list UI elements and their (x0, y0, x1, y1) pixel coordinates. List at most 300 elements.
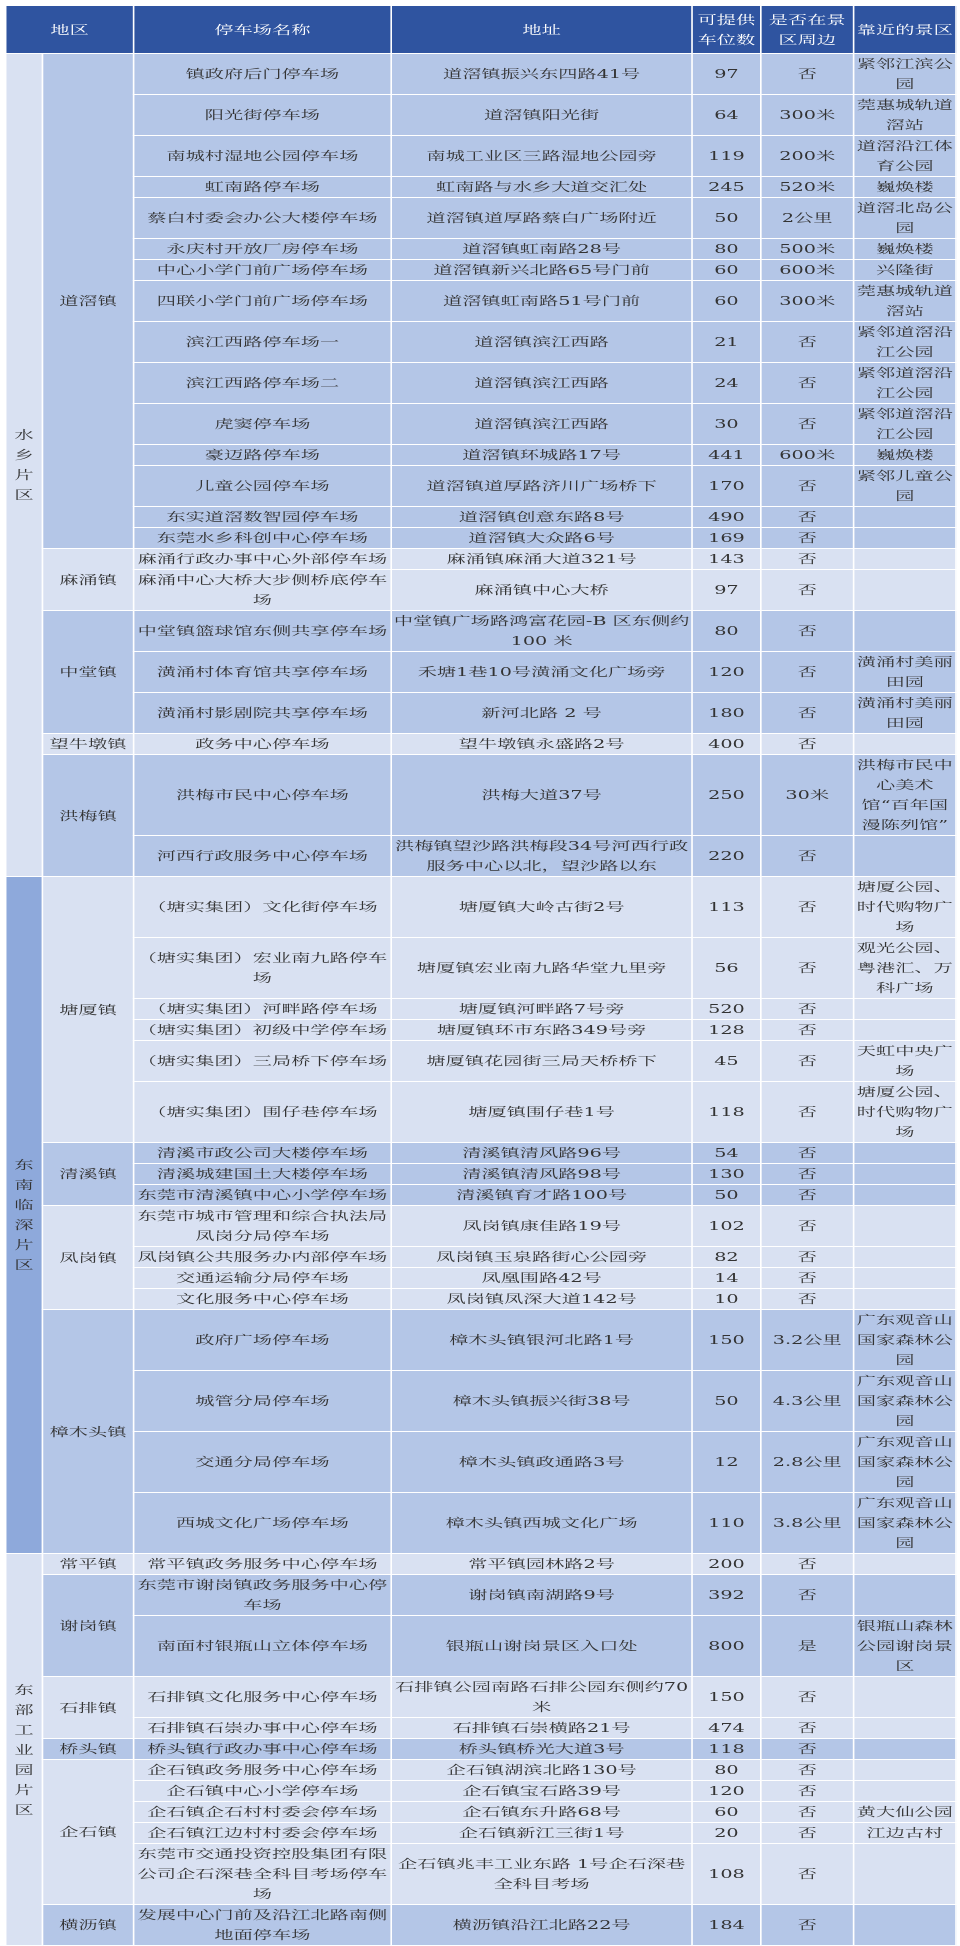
parking-name-cell: 西城文化广场停车场 (134, 1493, 392, 1554)
address-cell: 道滘镇滨江西路 (391, 322, 692, 363)
parking-lot-table (5, 5, 957, 1946)
near-scenic-cell: 否 (761, 652, 854, 693)
parking-name-cell: 东莞市城市管理和综合执法局凤岗分局停车场 (134, 1206, 392, 1247)
spaces-cell: 250 (692, 755, 761, 836)
spaces-cell: 119 (692, 136, 761, 177)
spaces-cell: 24 (692, 363, 761, 404)
header-scenic-spot: 靠近的景区 (854, 6, 956, 54)
spaces-cell: 120 (692, 652, 761, 693)
town-cell: 清溪镇 (42, 1143, 133, 1206)
address-cell: 洪梅大道37号 (391, 755, 692, 836)
address-cell: 清溪镇育才路100号 (391, 1185, 692, 1206)
scenic-spot-cell: 观光公园、粤港汇、万科广场 (854, 938, 956, 999)
scenic-spot-cell: 巍焕楼 (854, 445, 956, 466)
table-row (6, 1760, 956, 1781)
scenic-spot-cell: 巍焕楼 (854, 239, 956, 260)
scenic-spot-cell: 天虹中央广场 (854, 1041, 956, 1082)
town-cell: 中堂镇 (42, 611, 133, 734)
spaces-cell: 392 (692, 1575, 761, 1616)
address-cell: 道滘镇新兴北路65号门前 (391, 260, 692, 281)
address-cell: 凤岗镇玉泉路街心公园旁 (391, 1247, 692, 1268)
spaces-cell: 60 (692, 1802, 761, 1823)
address-cell: 虹南路与水乡大道交汇处 (391, 177, 692, 198)
near-scenic-cell: 否 (761, 1206, 854, 1247)
table-row (6, 549, 956, 570)
parking-name-cell: 豪迈路停车场 (134, 445, 392, 466)
town-cell: 石排镇 (42, 1677, 133, 1739)
scenic-spot-cell (854, 1554, 956, 1575)
near-scenic-cell: 否 (761, 1247, 854, 1268)
spaces-cell: 120 (692, 1781, 761, 1802)
spaces-cell: 113 (692, 877, 761, 938)
address-cell: 谢岗镇南湖路9号 (391, 1575, 692, 1616)
near-scenic-cell: 30米 (761, 755, 854, 836)
near-scenic-cell: 否 (761, 466, 854, 507)
near-scenic-cell: 2公里 (761, 198, 854, 239)
scenic-spot-cell (854, 1575, 956, 1616)
parking-name-cell: 潢涌村影剧院共享停车场 (134, 693, 392, 734)
address-cell: 道滘镇环城路17号 (391, 445, 692, 466)
address-cell: 企石镇东升路68号 (391, 1802, 692, 1823)
near-scenic-cell: 否 (761, 999, 854, 1020)
near-scenic-cell: 否 (761, 1905, 854, 1946)
near-scenic-cell: 否 (761, 507, 854, 528)
parking-name-cell: 中心小学门前广场停车场 (134, 260, 392, 281)
scenic-spot-cell: 紧邻江滨公园 (854, 54, 956, 95)
scenic-spot-cell (854, 1844, 956, 1905)
near-scenic-cell: 3.8公里 (761, 1493, 854, 1554)
scenic-spot-cell (854, 999, 956, 1020)
table-row (6, 404, 956, 445)
table-row (6, 177, 956, 198)
scenic-spot-cell (854, 570, 956, 611)
near-scenic-cell: 否 (761, 1554, 854, 1575)
scenic-spot-cell: 巍焕楼 (854, 177, 956, 198)
table-row (6, 507, 956, 528)
town-cell: 桥头镇 (42, 1739, 133, 1760)
town-cell: 横沥镇 (42, 1905, 133, 1946)
table-row (6, 570, 956, 611)
spaces-cell: 80 (692, 611, 761, 652)
spaces-cell: 102 (692, 1206, 761, 1247)
spaces-cell: 54 (692, 1143, 761, 1164)
scenic-spot-cell (854, 1739, 956, 1760)
near-scenic-cell: 否 (761, 938, 854, 999)
table-row (6, 938, 956, 999)
near-scenic-cell: 否 (761, 322, 854, 363)
parking-name-cell: （塘实集团）三局桥下停车场 (134, 1041, 392, 1082)
table-row (6, 1247, 956, 1268)
scenic-spot-cell: 银瓶山森林公园谢岗景区 (854, 1616, 956, 1677)
address-cell: 新河北路 2 号 (391, 693, 692, 734)
scenic-spot-cell: 紧邻道滘沿江公园 (854, 363, 956, 404)
near-scenic-cell: 否 (761, 877, 854, 938)
spaces-cell: 143 (692, 549, 761, 570)
spaces-cell: 108 (692, 1844, 761, 1905)
table-row (6, 877, 956, 938)
parking-name-cell: 虹南路停车场 (134, 177, 392, 198)
parking-name-cell: 交通分局停车场 (134, 1432, 392, 1493)
spaces-cell: 169 (692, 528, 761, 549)
spaces-cell: 150 (692, 1677, 761, 1718)
table-row (6, 1206, 956, 1247)
address-cell: 横沥镇沿江北路22号 (391, 1905, 692, 1946)
spaces-cell: 60 (692, 281, 761, 322)
address-cell: 塘厦镇宏业南九路华堂九里旁 (391, 938, 692, 999)
parking-name-cell: 麻涌行政办事中心外部停车场 (134, 549, 392, 570)
scenic-spot-cell: 广东观音山国家森林公园 (854, 1310, 956, 1371)
near-scenic-cell: 否 (761, 528, 854, 549)
spaces-cell: 180 (692, 693, 761, 734)
near-scenic-cell: 否 (761, 1268, 854, 1289)
spaces-cell: 50 (692, 198, 761, 239)
table-row (6, 1020, 956, 1041)
table-row (6, 1677, 956, 1718)
parking-name-cell: 滨江西路停车场一 (134, 322, 392, 363)
parking-name-cell: 潢涌村体育馆共享停车场 (134, 652, 392, 693)
scenic-spot-cell (854, 1164, 956, 1185)
address-cell: 樟木头镇西城文化广场 (391, 1493, 692, 1554)
spaces-cell: 520 (692, 999, 761, 1020)
table-row (6, 693, 956, 734)
spaces-cell: 184 (692, 1905, 761, 1946)
address-cell: 道滘镇虹南路28号 (391, 239, 692, 260)
scenic-spot-cell: 塘厦公园、时代购物广场 (854, 1082, 956, 1143)
table-row (6, 1493, 956, 1554)
address-cell: 塘厦镇河畔路7号旁 (391, 999, 692, 1020)
spaces-cell: 128 (692, 1020, 761, 1041)
parking-name-cell: 交通运输分局停车场 (134, 1268, 392, 1289)
table-row (6, 1164, 956, 1185)
scenic-spot-cell (854, 1143, 956, 1164)
spaces-cell: 20 (692, 1823, 761, 1844)
spaces-cell: 118 (692, 1082, 761, 1143)
address-cell: 企石镇新江三街1号 (391, 1823, 692, 1844)
region-cell: 东部工业园片区 (6, 1554, 43, 1946)
table-row (6, 652, 956, 693)
near-scenic-cell: 否 (761, 1781, 854, 1802)
spaces-cell: 150 (692, 1310, 761, 1371)
near-scenic-cell: 否 (761, 1082, 854, 1143)
town-cell: 樟木头镇 (42, 1310, 133, 1554)
parking-name-cell: 桥头镇行政办事中心停车场 (134, 1739, 392, 1760)
scenic-spot-cell: 紧邻儿童公园 (854, 466, 956, 507)
near-scenic-cell: 否 (761, 363, 854, 404)
spaces-cell: 14 (692, 1268, 761, 1289)
spaces-cell: 82 (692, 1247, 761, 1268)
parking-name-cell: 虎窦停车场 (134, 404, 392, 445)
parking-name-cell: 政府广场停车场 (134, 1310, 392, 1371)
spaces-cell: 800 (692, 1616, 761, 1677)
scenic-spot-cell (854, 1677, 956, 1718)
table-row (6, 836, 956, 877)
scenic-spot-cell: 洪梅市民中心美术馆“百年国漫陈列馆” (854, 755, 956, 836)
table-body (6, 54, 956, 1946)
scenic-spot-cell (854, 507, 956, 528)
spaces-cell: 110 (692, 1493, 761, 1554)
parking-name-cell: 镇政府后门停车场 (134, 54, 392, 95)
table-row (6, 528, 956, 549)
parking-name-cell: 永庆村开放厂房停车场 (134, 239, 392, 260)
near-scenic-cell: 600米 (761, 260, 854, 281)
near-scenic-cell: 否 (761, 1802, 854, 1823)
spaces-cell: 97 (692, 54, 761, 95)
address-cell: 银瓶山谢岗景区入口处 (391, 1616, 692, 1677)
spaces-cell: 97 (692, 570, 761, 611)
table-row (6, 363, 956, 404)
near-scenic-cell: 否 (761, 404, 854, 445)
parking-name-cell: 文化服务中心停车场 (134, 1289, 392, 1310)
near-scenic-cell: 否 (761, 1164, 854, 1185)
spaces-cell: 118 (692, 1739, 761, 1760)
table-row (6, 1823, 956, 1844)
spaces-cell: 400 (692, 734, 761, 755)
near-scenic-cell: 否 (761, 734, 854, 755)
scenic-spot-cell (854, 836, 956, 877)
scenic-spot-cell: 广东观音山国家森林公园 (854, 1371, 956, 1432)
table-row (6, 734, 956, 755)
parking-name-cell: （塘实集团）宏业南九路停车场 (134, 938, 392, 999)
table-row (6, 466, 956, 507)
table-row (6, 1310, 956, 1371)
parking-name-cell: 四联小学门前广场停车场 (134, 281, 392, 322)
address-cell: 道滘镇阳光街 (391, 95, 692, 136)
town-cell: 洪梅镇 (42, 755, 133, 877)
parking-name-cell: 凤岗镇公共服务办内部停车场 (134, 1247, 392, 1268)
parking-name-cell: 城管分局停车场 (134, 1371, 392, 1432)
spaces-cell: 64 (692, 95, 761, 136)
address-cell: 石排镇石崇横路21号 (391, 1718, 692, 1739)
near-scenic-cell: 否 (761, 611, 854, 652)
scenic-spot-cell (854, 1247, 956, 1268)
spaces-cell: 12 (692, 1432, 761, 1493)
near-scenic-cell: 否 (761, 54, 854, 95)
scenic-spot-cell: 黄大仙公园 (854, 1802, 956, 1823)
table-row (6, 1905, 956, 1946)
table-row (6, 1718, 956, 1739)
address-cell: 望牛墩镇永盛路2号 (391, 734, 692, 755)
table-row (6, 239, 956, 260)
address-cell: 清溪镇清风路98号 (391, 1164, 692, 1185)
scenic-spot-cell: 莞惠城轨道滘站 (854, 95, 956, 136)
spaces-cell: 50 (692, 1185, 761, 1206)
scenic-spot-cell: 莞惠城轨道滘站 (854, 281, 956, 322)
spaces-cell: 474 (692, 1718, 761, 1739)
table-row (6, 1802, 956, 1823)
scenic-spot-cell (854, 611, 956, 652)
scenic-spot-cell: 紧邻道滘沿江公园 (854, 404, 956, 445)
spaces-cell: 10 (692, 1289, 761, 1310)
town-cell: 常平镇 (42, 1554, 133, 1575)
parking-name-cell: 企石镇政务服务中心停车场 (134, 1760, 392, 1781)
table-row (6, 445, 956, 466)
near-scenic-cell: 否 (761, 1020, 854, 1041)
spaces-cell: 60 (692, 260, 761, 281)
table-row (6, 1185, 956, 1206)
address-cell: 塘厦镇花园街三局天桥桥下 (391, 1041, 692, 1082)
address-cell: 凤凰围路42号 (391, 1268, 692, 1289)
header-address: 地址 (391, 6, 692, 54)
address-cell: 道滘镇振兴东四路41号 (391, 54, 692, 95)
scenic-spot-cell (854, 1718, 956, 1739)
spaces-cell: 130 (692, 1164, 761, 1185)
address-cell: 中堂镇广场路鸿富花园-B 区东侧约 100 米 (391, 611, 692, 652)
near-scenic-cell: 600米 (761, 445, 854, 466)
parking-name-cell: 企石镇企石村村委会停车场 (134, 1802, 392, 1823)
spaces-cell: 45 (692, 1041, 761, 1082)
parking-name-cell: 蔡白村委会办公大楼停车场 (134, 198, 392, 239)
parking-name-cell: （塘实集团）围仔巷停车场 (134, 1082, 392, 1143)
town-cell: 麻涌镇 (42, 549, 133, 611)
parking-name-cell: 中堂镇篮球馆东侧共享停车场 (134, 611, 392, 652)
parking-name-cell: （塘实集团）文化街停车场 (134, 877, 392, 938)
table-row (6, 1844, 956, 1905)
region-cell: 水乡片区 (6, 54, 43, 877)
spaces-cell: 50 (692, 1371, 761, 1432)
near-scenic-cell: 4.3公里 (761, 1371, 854, 1432)
scenic-spot-cell (854, 1268, 956, 1289)
table-row (6, 611, 956, 652)
spaces-cell: 490 (692, 507, 761, 528)
header-spaces: 可提供车位数 (692, 6, 761, 54)
address-cell: 麻涌镇中心大桥 (391, 570, 692, 611)
near-scenic-cell: 否 (761, 1677, 854, 1718)
near-scenic-cell: 否 (761, 570, 854, 611)
parking-name-cell: 东实道滘数智园停车场 (134, 507, 392, 528)
address-cell: 樟木头镇银河北路1号 (391, 1310, 692, 1371)
scenic-spot-cell: 道滘北岛公园 (854, 198, 956, 239)
table-row (6, 136, 956, 177)
spaces-cell: 21 (692, 322, 761, 363)
town-cell: 企石镇 (42, 1760, 133, 1905)
address-cell: 南城工业区三路湿地公园旁 (391, 136, 692, 177)
near-scenic-cell: 否 (761, 693, 854, 734)
parking-name-cell: 东莞市谢岗镇政务服务中心停车场 (134, 1575, 392, 1616)
table-row (6, 1781, 956, 1802)
scenic-spot-cell: 塘厦公园、时代购物广场 (854, 877, 956, 938)
near-scenic-cell: 是 (761, 1616, 854, 1677)
address-cell: 凤岗镇凤深大道142号 (391, 1289, 692, 1310)
parking-name-cell: 石排镇文化服务中心停车场 (134, 1677, 392, 1718)
scenic-spot-cell (854, 1905, 956, 1946)
header-near-scenic: 是否在景区周边 (761, 6, 854, 54)
scenic-spot-cell (854, 734, 956, 755)
table-row (6, 1082, 956, 1143)
parking-name-cell: 石排镇石崇办事中心停车场 (134, 1718, 392, 1739)
spaces-cell: 80 (692, 1760, 761, 1781)
parking-name-cell: 洪梅市民中心停车场 (134, 755, 392, 836)
table-row (6, 1289, 956, 1310)
spaces-cell: 245 (692, 177, 761, 198)
header-area: 地区 (6, 6, 134, 54)
town-cell: 凤岗镇 (42, 1206, 133, 1310)
near-scenic-cell: 否 (761, 549, 854, 570)
table-row (6, 1432, 956, 1493)
spaces-cell: 80 (692, 239, 761, 260)
town-cell: 望牛墩镇 (42, 734, 133, 755)
address-cell: 企石镇宝石路39号 (391, 1781, 692, 1802)
address-cell: 樟木头镇政通路3号 (391, 1432, 692, 1493)
table-row (6, 1041, 956, 1082)
parking-name-cell: 麻涌中心大桥大步侧桥底停车场 (134, 570, 392, 611)
address-cell: 樟木头镇振兴街38号 (391, 1371, 692, 1432)
parking-name-cell: 河西行政服务中心停车场 (134, 836, 392, 877)
near-scenic-cell: 否 (761, 1185, 854, 1206)
scenic-spot-cell (854, 528, 956, 549)
address-cell: 麻涌镇麻涌大道321号 (391, 549, 692, 570)
table-row (6, 1616, 956, 1677)
address-cell: 道滘镇创意东路8号 (391, 507, 692, 528)
scenic-spot-cell (854, 1206, 956, 1247)
near-scenic-cell: 否 (761, 1823, 854, 1844)
address-cell: 企石镇湖滨北路130号 (391, 1760, 692, 1781)
parking-name-cell: 清溪城建国土大楼停车场 (134, 1164, 392, 1185)
address-cell: 凤岗镇康佳路19号 (391, 1206, 692, 1247)
address-cell: 禾塘1巷10号潢涌文化广场旁 (391, 652, 692, 693)
table-row (6, 322, 956, 363)
parking-name-cell: 滨江西路停车场二 (134, 363, 392, 404)
scenic-spot-cell: 广东观音山国家森林公园 (854, 1432, 956, 1493)
near-scenic-cell: 否 (761, 1041, 854, 1082)
near-scenic-cell: 否 (761, 1575, 854, 1616)
address-cell: 塘厦镇围仔巷1号 (391, 1082, 692, 1143)
town-cell: 道滘镇 (42, 54, 133, 549)
scenic-spot-cell: 潢涌村美丽田园 (854, 693, 956, 734)
parking-name-cell: （塘实集团）河畔路停车场 (134, 999, 392, 1020)
scenic-spot-cell: 江边古村 (854, 1823, 956, 1844)
parking-name-cell: 东莞市交通投资控股集团有限公司企石深巷全科目考场停车场 (134, 1844, 392, 1905)
table-row (6, 260, 956, 281)
near-scenic-cell: 否 (761, 1289, 854, 1310)
table-row (6, 1268, 956, 1289)
near-scenic-cell: 3.2公里 (761, 1310, 854, 1371)
scenic-spot-cell: 潢涌村美丽田园 (854, 652, 956, 693)
region-cell: 东南临深片区 (6, 877, 43, 1554)
address-cell: 道滘镇大众路6号 (391, 528, 692, 549)
table-row (6, 1739, 956, 1760)
table-row (6, 1554, 956, 1575)
parking-name-cell: 南面村银瓶山立体停车场 (134, 1616, 392, 1677)
scenic-spot-cell: 紧邻道滘沿江公园 (854, 322, 956, 363)
town-cell: 塘厦镇 (42, 877, 133, 1143)
parking-name-cell: 政务中心停车场 (134, 734, 392, 755)
address-cell: 道滘镇虹南路51号门前 (391, 281, 692, 322)
address-cell: 常平镇园林路2号 (391, 1554, 692, 1575)
address-cell: 道滘镇道厚路蔡白广场附近 (391, 198, 692, 239)
table-row (6, 54, 956, 95)
address-cell: 清溪镇清风路96号 (391, 1143, 692, 1164)
parking-name-cell: 企石镇江边村村委会停车场 (134, 1823, 392, 1844)
table-row (6, 999, 956, 1020)
scenic-spot-cell (854, 1020, 956, 1041)
near-scenic-cell: 否 (761, 1718, 854, 1739)
parking-name-cell: 阳光街停车场 (134, 95, 392, 136)
near-scenic-cell: 否 (761, 1760, 854, 1781)
town-cell: 谢岗镇 (42, 1575, 133, 1677)
address-cell: 塘厦镇大岭古街2号 (391, 877, 692, 938)
table-row (6, 95, 956, 136)
scenic-spot-cell (854, 1289, 956, 1310)
address-cell: 道滘镇道厚路济川广场桥下 (391, 466, 692, 507)
near-scenic-cell: 500米 (761, 239, 854, 260)
table-row (6, 1575, 956, 1616)
address-cell: 石排镇公园南路石排公园东侧约70米 (391, 1677, 692, 1718)
spaces-cell: 30 (692, 404, 761, 445)
address-cell: 塘厦镇环市东路349号旁 (391, 1020, 692, 1041)
near-scenic-cell: 520米 (761, 177, 854, 198)
table-row (6, 1143, 956, 1164)
spaces-cell: 220 (692, 836, 761, 877)
